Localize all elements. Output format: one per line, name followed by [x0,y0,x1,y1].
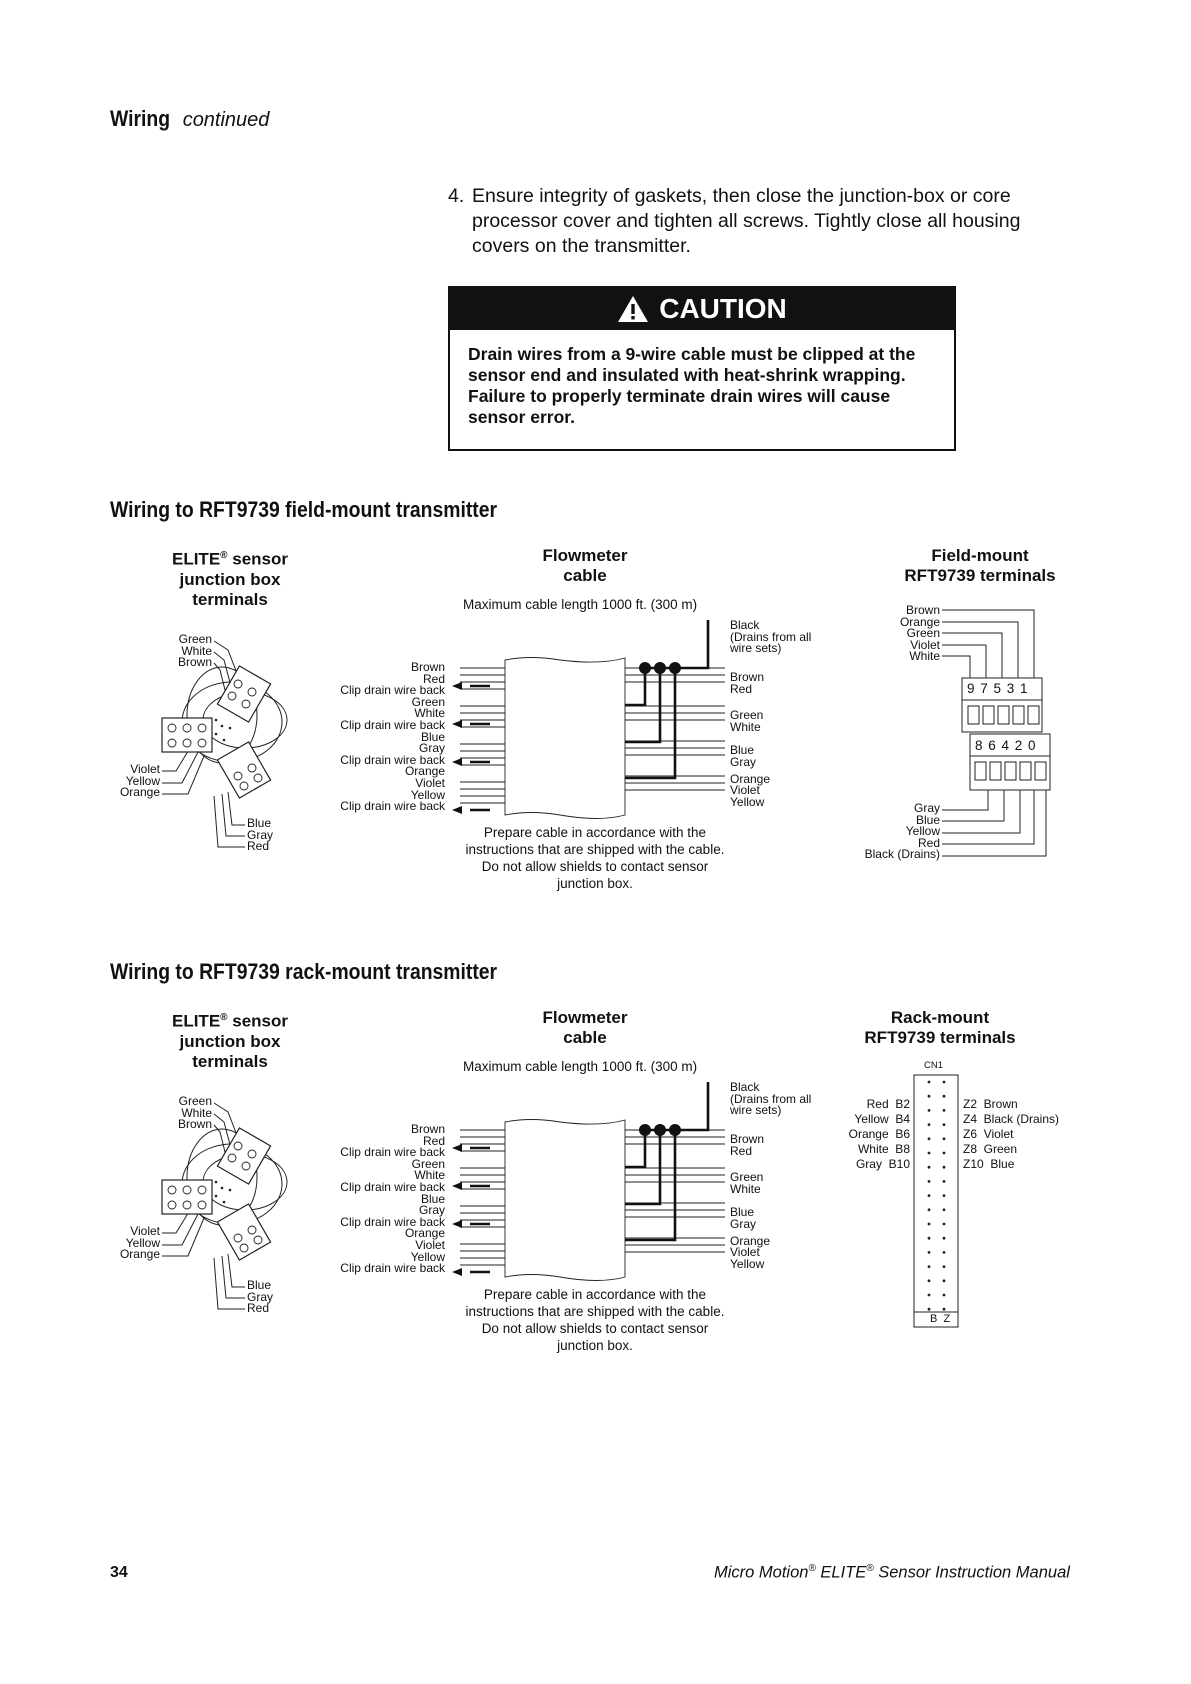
connector-label: CN1 [924,1060,944,1071]
wire-label: Green [178,1094,212,1108]
wire-label: Gray [418,741,445,756]
pin-dot [928,1137,931,1140]
warning-icon [617,295,649,323]
elite-title [150,546,310,610]
wire-label: Gray [730,1216,757,1231]
caution-line: sensor error. [468,407,575,427]
note-line: Prepare cable in accordance with the [483,1287,707,1302]
header-title: Wiring [110,106,171,131]
wire-label: White [181,1105,212,1120]
pin-dot [943,1194,946,1197]
footer-reg-2: ® [866,1563,874,1574]
wire-label: Red [730,681,753,696]
wire-label: Blue [247,816,272,830]
wire-label: Clip drain wire back [340,1179,445,1194]
jbox-top-labels [150,634,212,669]
rm-left-rows [820,1097,910,1172]
footer-title-a: Micro Motion [714,1563,809,1582]
wire-label: Violet [415,1237,445,1252]
pin-dot [928,1265,931,1268]
pin-dot [943,1308,946,1311]
wire-label: Clip drain wire back [340,799,445,814]
wire-label: Gray [418,1203,445,1218]
wire-label: Yellow [125,1235,160,1250]
elite-title-2: junction box [179,1031,281,1051]
terminal-row: Z6 Violet [963,1127,1014,1141]
wire-label: Green [178,632,212,646]
fm-top-labels [870,605,940,663]
elite-reg: ® [220,1012,228,1023]
wire-label: Violet [730,1245,760,1260]
pin-dot [943,1081,946,1084]
note-line: instructions that are shipped with the cable. [465,842,725,857]
wire-label: Brown [410,660,445,674]
max-length-label: Maximum cable length 1000 ft. (300 m) [463,597,698,612]
caution-line: Failure to properly terminate drain wires will cause [468,386,891,406]
elite-title-1: ELITE [171,549,221,569]
caution-header [450,288,954,330]
wire-label: Green [906,626,940,641]
pin-dot [943,1237,946,1240]
elite-title-3: terminals [192,589,268,609]
page-number: 34 [110,1564,128,1581]
step-4-text [472,184,1112,259]
cable-note-1 [450,824,740,892]
pin-dot [928,1152,931,1155]
wire-label: Yellow [730,1256,765,1271]
rackmount-title [840,1008,1040,1048]
wire-label: White [181,643,212,658]
wire-label: Brown [177,655,212,670]
pin-dot [928,1194,931,1197]
wire-label: Blue [915,812,940,827]
note-line: instructions that are shipped with the cable. [465,1304,725,1319]
wire-label: Orange [404,1226,445,1241]
wire-label: Yellow [125,773,160,788]
wire-label: Orange [730,1233,771,1248]
pin-dot [943,1279,946,1282]
wire-label: Green [730,708,764,723]
wire-label: Gray [730,754,757,769]
pin-dot [928,1294,931,1297]
pin-dot [943,1123,946,1126]
wire-label: White [414,706,445,721]
header-continued: continued [182,109,270,131]
wire-label: Green [411,1156,445,1171]
flow-title-1: Flowmeter [542,546,628,565]
fm-bottom-numbers: 8 6 4 2 0 [975,738,1037,753]
wire-label: Brown [730,1132,765,1146]
wire-label: Red [917,835,940,850]
note-line: Prepare cable in accordance with the [483,825,707,840]
pin-dot [943,1095,946,1098]
wire-label: wire sets) [730,641,782,656]
wire-label: Orange [730,771,771,786]
wire-label: Green [411,694,445,709]
flow-title-s2 [510,1008,660,1048]
terminal-row: Z2 Brown [963,1097,1018,1111]
pin-dot [943,1265,946,1268]
wire-label: Gray [247,827,274,842]
wire-label: Brown [410,1122,445,1136]
pin-dot [928,1095,931,1098]
pin-dot [928,1308,931,1311]
wire-label: Red [730,1143,753,1158]
wire-label: Black [730,1080,760,1094]
cable-right-labels-2 [730,1134,770,1270]
rackmount-title-2: RFT9739 terminals [864,1028,1016,1047]
step-line: covers on the transmitter. [472,235,691,257]
pin-dot [928,1237,931,1240]
pin-dot [943,1109,946,1112]
wire-label: White [909,649,940,664]
pin-dot [928,1123,931,1126]
wire-label: Gray [247,1289,274,1304]
terminal-row: White B8 [857,1142,910,1156]
cable-left-labels-1 [300,662,445,813]
wire-label: Black (Drains) [864,847,940,862]
wire-label: Violet [730,783,760,798]
pin-dot [928,1109,931,1112]
wire-label: Blue [420,729,445,744]
cable-left-labels-2 [300,1124,445,1275]
cable-drain-label-1 [730,620,811,655]
wire-label: Brown [905,603,940,617]
max-length-label-2: Maximum cable length 1000 ft. (300 m) [463,1059,698,1074]
fieldmount-title-1: Field-mount [931,546,1029,565]
wire-label: Orange [119,785,160,800]
step-line: processor cover and tighten all screws. Tightly close all housing [472,210,1021,232]
rackmount-title-1: Rack-mount [890,1008,990,1027]
jbox-bottom-labels-2 [247,1280,273,1315]
wire-label: Brown [730,670,765,684]
wire-label: Green [730,1170,764,1185]
wire-label: Violet [130,1224,160,1238]
jbox-left-labels [100,764,160,799]
pin-dot [943,1251,946,1254]
pin-dot [943,1137,946,1140]
wire-label: Blue [730,743,755,758]
flow-title [510,546,660,586]
wire-label: Gray [913,801,940,815]
pin-dot [928,1251,931,1254]
elite-reg: ® [220,550,228,561]
wire-label: Clip drain wire back [340,683,445,698]
pin-dot [928,1180,931,1183]
wire-label: White [730,719,761,734]
pin-dot [943,1152,946,1155]
wire-label: Yellow [730,794,765,809]
cable-drain-label-2 [730,1082,811,1117]
fieldmount-title [880,546,1080,586]
wire-label: Red [422,1133,445,1148]
pin-dot [928,1208,931,1211]
wire-label: Orange [899,614,940,629]
footer-reg-1: ® [808,1563,816,1574]
flow-title-1: Flowmeter [542,1008,628,1027]
elite-title-3: terminals [192,1051,268,1071]
wire-label: Red [422,671,445,686]
terminal-row: Orange B6 [848,1127,910,1141]
wire-label: Blue [247,1278,272,1292]
step-number: 4. [448,185,465,207]
section1-title: Wiring to RFT9739 field-mount transmitter [110,497,498,522]
wire-label: wire sets) [730,1103,782,1118]
terminal-row: Gray B10 [855,1157,910,1171]
wire-label: Black [730,618,760,632]
wire-label: (Drains from all [730,1091,812,1106]
caution-title: CAUTION [659,293,787,324]
elite-title-2 [150,1008,310,1072]
caution-line: sensor end and insulated with heat-shrink wrapping. [468,365,906,385]
note-line: Do not allow shields to contact sensor [481,1321,709,1336]
page-header [110,106,269,132]
wire-label: Yellow [905,824,940,839]
wire-label: Orange [404,764,445,779]
wire-label: Clip drain wire back [340,1214,445,1229]
wire-label: Clip drain wire back [340,752,445,767]
note-line: junction box. [557,876,633,891]
jbox-left-labels-2 [100,1226,160,1261]
footer-title-b: ELITE [815,1563,867,1582]
pin-dot [928,1223,931,1226]
footer-title [714,1563,1070,1583]
rm-bottom-label: B Z [930,1313,951,1325]
note-line: junction box. [557,1338,633,1353]
elite-title-2: junction box [179,569,281,589]
rm-right-rows [963,1097,1059,1172]
jbox-bottom-labels [247,818,273,853]
fm-bottom-labels [840,803,940,861]
wire-label: Clip drain wire back [340,1261,445,1276]
wire-label: Brown [177,1117,212,1132]
wire-label: Blue [730,1205,755,1220]
pin-dot [943,1294,946,1297]
section2-title: Wiring to RFT9739 rack-mount transmitter [110,959,498,984]
step-line: Ensure integrity of gaskets, then close the junction-box or core [472,185,1011,207]
terminal-row: Z4 Black (Drains) [963,1112,1060,1126]
wire-label: Violet [415,775,445,790]
wire-label: Violet [130,762,160,776]
pin-dot [928,1166,931,1169]
pin-dot [943,1223,946,1226]
wire-label: (Drains from all [730,629,812,644]
terminal-row: Z8 Green [963,1142,1018,1156]
note-line: Do not allow shields to contact sensor [481,859,709,874]
elite-title-1b: sensor [227,1011,289,1031]
elite-title-1: ELITE [171,1011,221,1031]
pin-dot [928,1279,931,1282]
cable-note-2 [450,1286,740,1354]
footer-title-c: Sensor Instruction Manual [873,1563,1070,1582]
caution-box [448,286,956,451]
wire-label: White [414,1168,445,1183]
pin-dot [943,1208,946,1211]
wire-label: Clip drain wire back [340,717,445,732]
fm-top-numbers: 9 7 5 3 1 [967,681,1029,696]
wire-label: Orange [119,1247,160,1262]
wire-label: Yellow [410,1249,445,1264]
jbox-top-labels-2 [150,1096,212,1131]
wire-label: Blue [420,1191,445,1206]
wire-label: White [730,1181,761,1196]
caution-line: Drain wires from a 9-wire cable must be clipped at the [468,344,916,364]
pin-dot [928,1081,931,1084]
terminal-row: Yellow B4 [854,1112,910,1126]
flow-title-2: cable [563,566,607,585]
wire-label: Red [247,839,270,854]
caution-text [450,330,954,428]
elite-title-1b: sensor [227,549,289,569]
wire-label: Red [247,1301,270,1316]
wire-label: Clip drain wire back [340,1145,445,1160]
terminal-row: Z10 Blue [963,1157,1015,1171]
fieldmount-title-2: RFT9739 terminals [904,566,1056,585]
pin-dot [943,1180,946,1183]
flow-title-2: cable [563,1028,607,1047]
wire-label: Violet [910,637,940,652]
wire-label: Yellow [410,787,445,802]
terminal-row: Red B2 [866,1097,910,1111]
pin-dot [943,1166,946,1169]
cable-right-labels-1 [730,672,770,808]
